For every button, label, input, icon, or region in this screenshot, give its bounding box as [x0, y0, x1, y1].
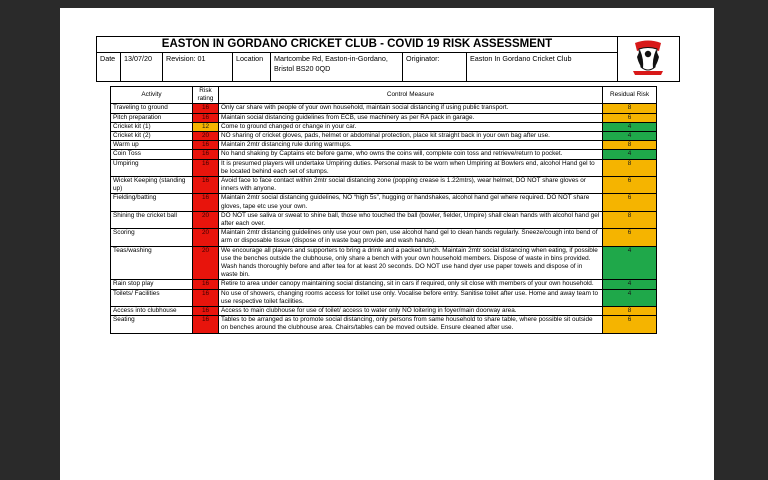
risk-rating-cell: 16: [193, 177, 219, 194]
header-control-measure: Control Measure: [219, 87, 603, 104]
residual-risk-cell: 4: [603, 132, 657, 141]
date-label: Date: [97, 52, 121, 81]
control-measure-cell: Come to ground changed or change in your car.: [219, 122, 603, 131]
table-row: [111, 122, 657, 131]
magpie-crest-icon: [633, 41, 663, 76]
header-risk-rating: Risk rating: [193, 87, 219, 104]
risk-rating-cell: 12: [193, 122, 219, 131]
residual-risk-cell: 4: [603, 289, 657, 306]
control-measure-cell: DO NOT use saliva or sweat to shine ball, those who touched the ball (bowler, fielder, Umpire) shall clean hands with alcohol hand gel after each over.: [219, 211, 603, 228]
club-logo: [617, 37, 680, 81]
risk-rating-cell: 16: [193, 280, 219, 289]
originator-label: Originator:: [403, 52, 467, 81]
table-row: [111, 229, 657, 246]
header-residual-risk: Residual Risk: [603, 87, 657, 104]
risk-rating-cell: 16: [193, 141, 219, 150]
control-measure-cell: No use of showers, changing rooms access for toilet use only. Vocalise before entry. Sanitise toilet after use. Home and away team to use respective toilet facilities.: [219, 289, 603, 306]
residual-risk-cell: 6: [603, 194, 657, 211]
control-measure-cell: Maintain 2mtr distancing rule during warmups.: [219, 141, 603, 150]
activity-cell: Pitch preparation: [111, 113, 193, 122]
risk-rating-cell: 16: [193, 113, 219, 122]
activity-cell: Coin Toss: [111, 150, 193, 159]
risk-rating-cell: 20: [193, 211, 219, 228]
header-activity: Activity: [111, 87, 193, 104]
control-measure-cell: Maintain 2mtr distancing guidelines only use your own pen, use alcohol hand gel to clean hands regularly. Sneeze/cough into bend of arm or disposable tissue (dispose of in waste bag provide and wash hands).: [219, 229, 603, 246]
table-row: [111, 307, 657, 316]
table-row: [111, 280, 657, 289]
control-measure-cell: Maintain 2mtr social distancing guidelines, NO “high 5s”, hugging or handshakes, alcohol hand gel where required. DO NOT share gloves, tape etc use your own.: [219, 194, 603, 211]
residual-risk-cell: 8: [603, 307, 657, 316]
residual-risk-cell: 6: [603, 229, 657, 246]
risk-rating-cell: 16: [193, 307, 219, 316]
control-measure-cell: Only car share with people of your own household, maintain social distancing if using public transport.: [219, 104, 603, 113]
activity-cell: Cricket kit (1): [111, 122, 193, 131]
activity-cell: Traveling to ground: [111, 104, 193, 113]
residual-risk-cell: 6: [603, 316, 657, 333]
document-title: EASTON IN GORDANO CRICKET CLUB - COVID 19 RISK ASSESSMENT: [97, 37, 618, 53]
table-row: [111, 132, 657, 141]
residual-risk-cell: 8: [603, 104, 657, 113]
risk-rating-cell: 20: [193, 229, 219, 246]
control-measure-cell: NO sharing of cricket gloves, pads, helmet or abdominal protection, place kit straight back in your own bag after use.: [219, 132, 603, 141]
risk-table: [110, 86, 657, 334]
residual-risk-cell: 8: [603, 141, 657, 150]
risk-rating-cell: 16: [193, 316, 219, 333]
control-measure-cell: It is presumed players will undertake Umpiring duties. Personal mask to be worn when Umpiring at Bowlers end, alcohol Hand gel to be located behind each set of stumps.: [219, 159, 603, 176]
risk-rating-cell: 16: [193, 104, 219, 113]
activity-cell: Wicket Keeping (standing up): [111, 177, 193, 194]
control-measure-cell: Maintain social distancing guidelines from ECB, use machinery as per RA pack in garage.: [219, 113, 603, 122]
originator-value: Easton In Gordano Cricket Club: [470, 54, 572, 63]
control-measure-cell: Tables to be arranged as to promote social distancing, only persons from same household to share table, where possible sit outside on benches around the clubhouse area. Chairs/tables can be moved outside. Ensure cleaned after use.: [219, 316, 603, 333]
risk-rating-cell: 20: [193, 246, 219, 280]
activity-cell: Fielding/batting: [111, 194, 193, 211]
residual-risk-cell: 4: [603, 280, 657, 289]
date-value: 13/07/20: [121, 52, 163, 81]
table-row: [111, 159, 657, 176]
location-label: Location: [233, 52, 271, 81]
table-row: [111, 113, 657, 122]
table-row: [111, 316, 657, 333]
activity-cell: Seating: [111, 316, 193, 333]
control-measure-cell: Retire to area under canopy maintaining social distancing, sit in cars if required, only sit close with members of your own household.: [219, 280, 603, 289]
table-row: [111, 246, 657, 280]
control-measure-cell: Avoid face to face contact within 2mtr social distancing zone (popping crease is 1.22mtrs), wear helmet, DO NOT share gloves or inners with anyone.: [219, 177, 603, 194]
activity-cell: Rain stop play: [111, 280, 193, 289]
residual-risk-cell: 4: [603, 122, 657, 131]
table-row: [111, 150, 657, 159]
risk-rating-cell: 16: [193, 150, 219, 159]
document-page: [60, 8, 714, 480]
activity-cell: Scoring: [111, 229, 193, 246]
control-measure-cell: We encourage all players and supporters to bring a drink and a packed lunch. Maintain 2mtr social distancing when eating, if possible use the benches outside the clubhouse, only share a bench with your own household members. Dispose of waste in bins provided. Wash hands thoroughly before and after tea for at least 20 seconds. DO NOT use hand dyer use paper towels and dispose of in waste bin.: [219, 246, 603, 280]
activity-cell: Warm up: [111, 141, 193, 150]
residual-risk-cell: 6: [603, 113, 657, 122]
table-header-row: [111, 87, 657, 104]
control-measure-cell: Access to main clubhouse for use of toilet/ access to water only NO loitering in foyer/main doorway area.: [219, 307, 603, 316]
risk-rating-cell: 16: [193, 159, 219, 176]
residual-risk-cell: 4: [603, 150, 657, 159]
table-row: [111, 104, 657, 113]
table-row: [111, 289, 657, 306]
activity-cell: Umpiring: [111, 159, 193, 176]
activity-cell: Teas/washing: [111, 246, 193, 280]
table-row: [111, 141, 657, 150]
location-value: Martcombe Rd, Easton-in-Gordano, Bristol BS20 0QD: [271, 52, 403, 81]
residual-risk-cell: 6: [603, 177, 657, 194]
revision-label: Revision: 01: [163, 52, 233, 81]
activity-cell: Toilets/ Facilities: [111, 289, 193, 306]
activity-cell: Access into clubhouse: [111, 307, 193, 316]
residual-risk-cell: 4: [603, 246, 657, 280]
header-block: [96, 36, 680, 82]
header-info-row: [97, 52, 618, 81]
table-row: [111, 177, 657, 194]
table-row: [111, 211, 657, 228]
residual-risk-cell: 8: [603, 211, 657, 228]
table-row: [111, 194, 657, 211]
activity-cell: Cricket kit (2): [111, 132, 193, 141]
activity-cell: Shining the cricket ball: [111, 211, 193, 228]
risk-rating-cell: 16: [193, 289, 219, 306]
residual-risk-cell: 8: [603, 159, 657, 176]
control-measure-cell: No hand shaking by Captains etc before game, who owns the coins will, complete coin toss and retrieve/return to pocket.: [219, 150, 603, 159]
risk-rating-cell: 20: [193, 132, 219, 141]
risk-rating-cell: 16: [193, 194, 219, 211]
